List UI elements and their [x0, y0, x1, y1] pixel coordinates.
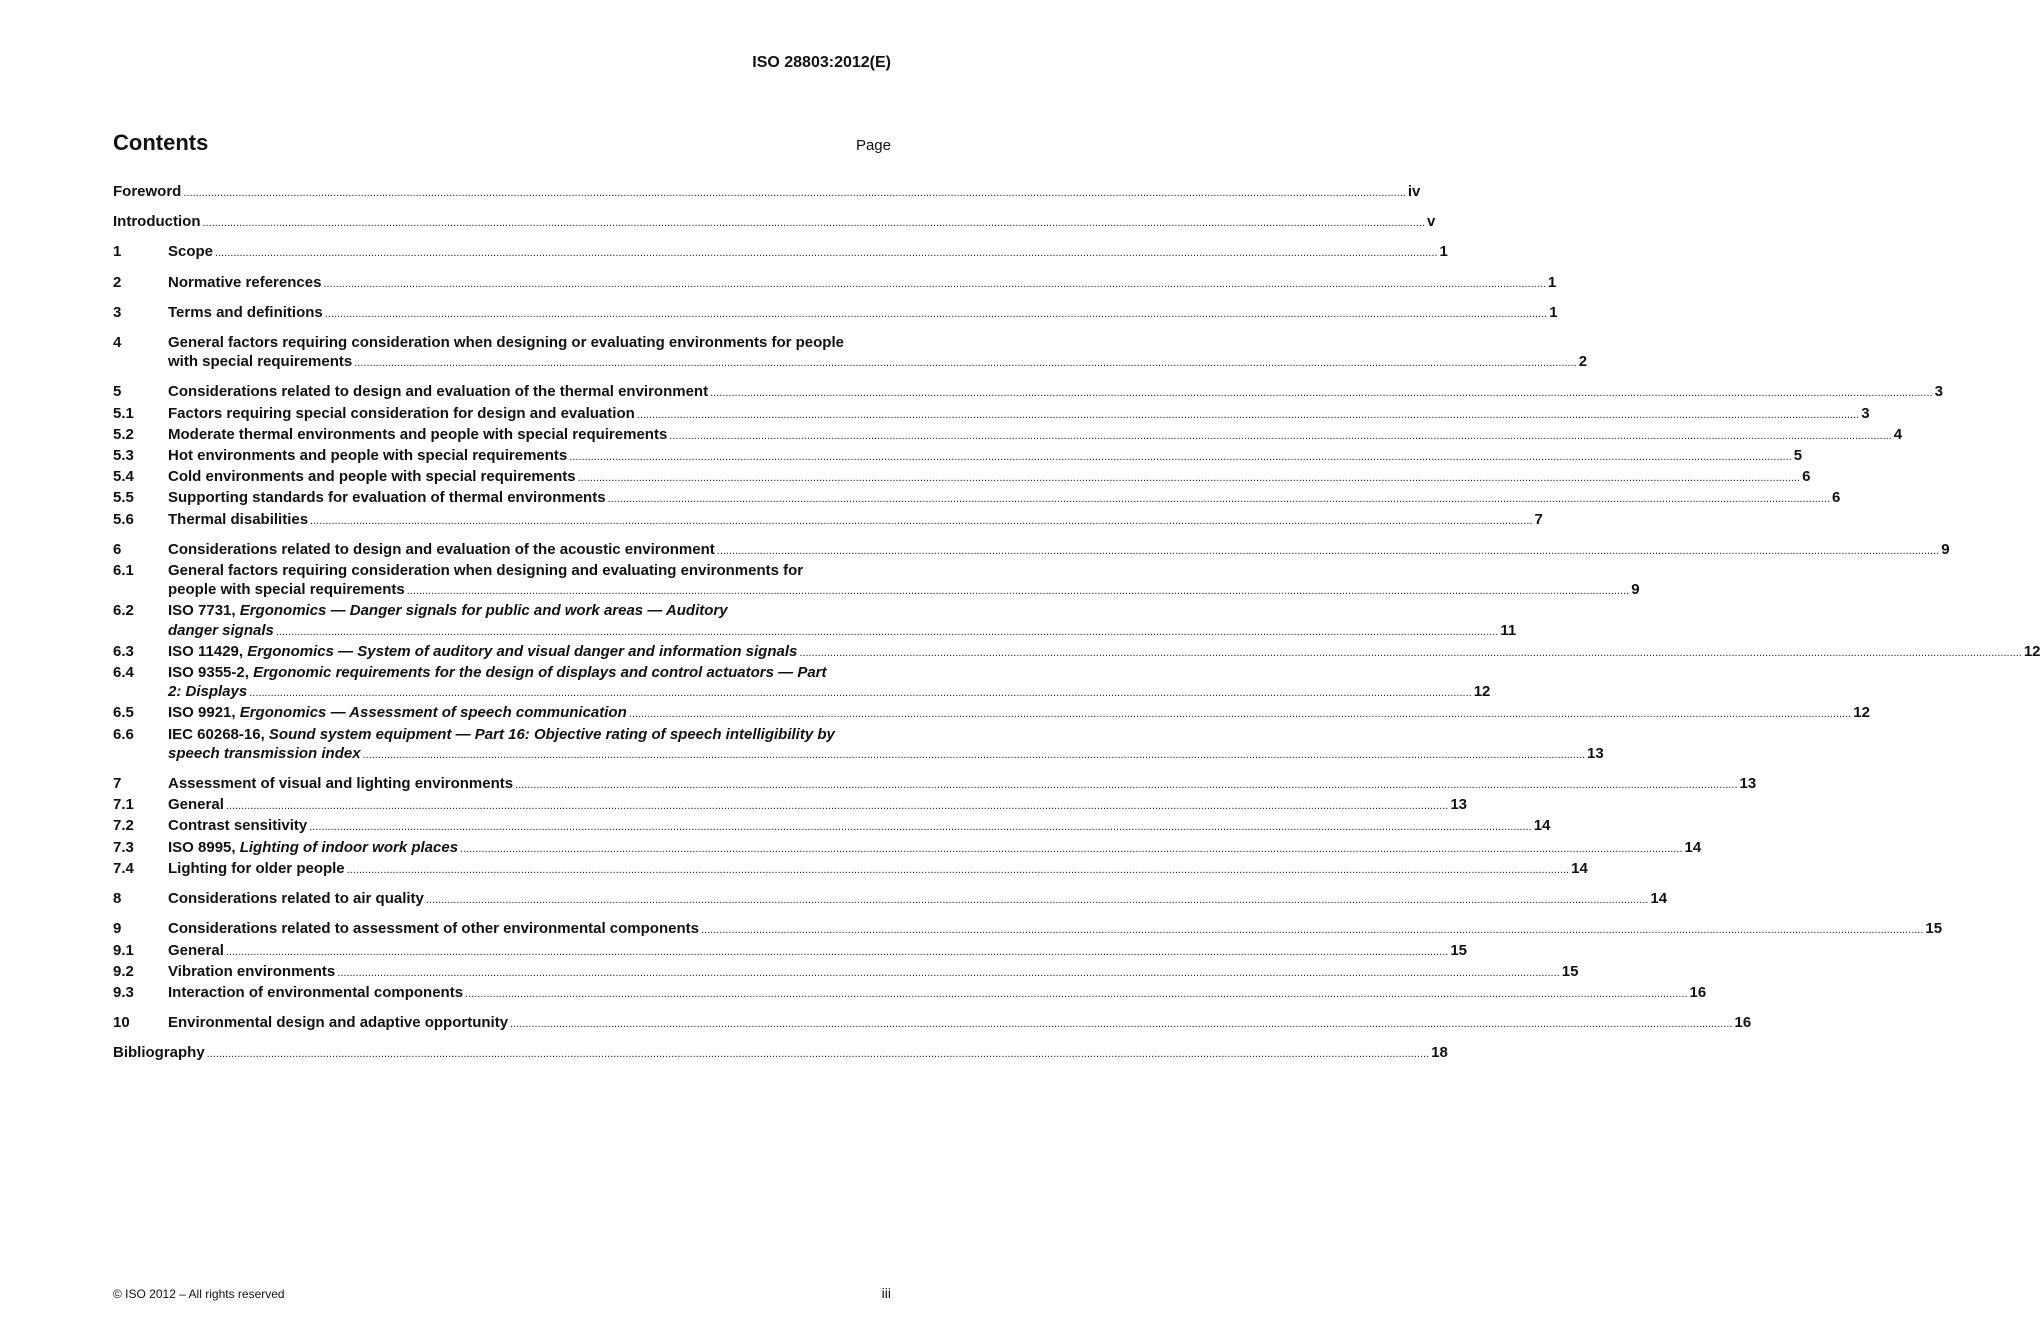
toc-entry-6-5[interactable]: 6.5 ISO 9921, Ergonomics — Assessment of speech communication ................................................................................................................................................................................................................................................................................................................................................................................................................ 12 — [113, 703, 891, 724]
dot-leader: ................................................................................................................................................................................................................................................................................................................................................................................................................ — [324, 307, 1548, 320]
toc-entry-6-2[interactable]: 6.2 ISO 7731, Ergonomics — Danger signals for public and work areas — Auditory danger signals ................................................................................................................................................................................................................................................................................................................................................................................................................ 11 — [113, 601, 891, 641]
dot-leader: ................................................................................................................................................................................................................................................................................................................................................................................................................ — [215, 247, 1438, 260]
dot-leader: ................................................................................................................................................................................................................................................................................................................................................................................................................ — [354, 357, 1577, 370]
dot-leader: ................................................................................................................................................................................................................................................................................................................................................................................................................ — [628, 708, 1852, 721]
dot-leader: ................................................................................................................................................................................................................................................................................................................................................................................................................ — [669, 429, 1892, 442]
dot-leader: ................................................................................................................................................................................................................................................................................................................................................................................................................ — [510, 1018, 1733, 1031]
toc-entry-introduction[interactable]: Introduction ................................................................................................................................................................................................................................................................................................................................................................................................................ v — [113, 212, 891, 233]
copyright-notice: © ISO 2012 – All rights reserved — [113, 1287, 285, 1301]
dot-leader: ................................................................................................................................................................................................................................................................................................................................................................................................................ — [275, 625, 1499, 638]
dot-leader: ................................................................................................................................................................................................................................................................................................................................................................................................................ — [710, 387, 1933, 400]
dot-leader: ................................................................................................................................................................................................................................................................................................................................................................................................................ — [577, 472, 1801, 485]
dot-leader: ................................................................................................................................................................................................................................................................................................................................................................................................................ — [700, 924, 1924, 937]
dot-leader: ................................................................................................................................................................................................................................................................................................................................................................................................................ — [310, 514, 1533, 527]
toc-entry-9-1[interactable]: 9.1 General ................................................................................................................................................................................................................................................................................................................................................................................................................ 15 — [113, 941, 891, 962]
contents-heading — [113, 130, 891, 156]
page-column-label: Page — [855, 137, 891, 154]
toc-entry-5-2[interactable]: 5.2 Moderate thermal environments and people with special requirements ................................................................................................................................................................................................................................................................................................................................................................................................................ 4 — [113, 425, 891, 446]
toc-entry-9-3[interactable]: 9.3 Interaction of environmental components ................................................................................................................................................................................................................................................................................................................................................................................................................ 16 — [113, 983, 891, 1004]
toc-entry-5-6[interactable]: 5.6 Thermal disabilities ................................................................................................................................................................................................................................................................................................................................................................................................................ 7 — [113, 510, 891, 531]
toc-entry-6[interactable]: 6 Considerations related to design and evaluation of the acoustic environment ................................................................................................................................................................................................................................................................................................................................................................................................................ 9 — [113, 540, 891, 561]
dot-leader: ................................................................................................................................................................................................................................................................................................................................................................................................................ — [636, 408, 1860, 421]
dot-leader: ................................................................................................................................................................................................................................................................................................................................................................................................................ — [225, 800, 1449, 813]
toc-entry-6-1[interactable]: 6.1 General factors requiring consideration when designing and evaluating environments for people with special requirements ................................................................................................................................................................................................................................................................................................................................................................................................................ 9 — [113, 561, 891, 601]
dot-leader: ................................................................................................................................................................................................................................................................................................................................................................................................................ — [249, 687, 1472, 700]
toc-entry-5-3[interactable]: 5.3 Hot environments and people with special requirements ................................................................................................................................................................................................................................................................................................................................................................................................................ 5 — [113, 446, 891, 467]
toc-entry-6-4[interactable]: 6.4 ISO 9355-2, Ergonomic requirements for the design of displays and control actuators — Part 2: Displays ................................................................................................................................................................................................................................................................................................................................................................................................................ 12 — [113, 663, 891, 703]
dot-leader: ................................................................................................................................................................................................................................................................................................................................................................................................................ — [799, 646, 2022, 659]
dot-leader: ................................................................................................................................................................................................................................................................................................................................................................................................................ — [406, 585, 1630, 598]
toc-entry-5[interactable]: 5 Considerations related to design and evaluation of the thermal environment ................................................................................................................................................................................................................................................................................................................................................................................................................ 3 — [113, 382, 891, 403]
table-of-contents — [113, 182, 2041, 1074]
toc-entry-2[interactable]: 2 Normative references ................................................................................................................................................................................................................................................................................................................................................................................................................ 1 — [113, 273, 891, 294]
dot-leader: ................................................................................................................................................................................................................................................................................................................................................................................................................ — [309, 821, 1532, 834]
toc-entry-10[interactable]: 10 Environmental design and adaptive opportunity ................................................................................................................................................................................................................................................................................................................................................................................................................ 16 — [113, 1013, 891, 1034]
toc-entry-7[interactable]: 7 Assessment of visual and lighting environments ................................................................................................................................................................................................................................................................................................................................................................................................................ 13 — [113, 774, 891, 795]
dot-leader: ................................................................................................................................................................................................................................................................................................................................................................................................................ — [206, 1048, 1430, 1061]
dot-leader: ................................................................................................................................................................................................................................................................................................................................................................................................................ — [425, 894, 1649, 907]
dot-leader: ................................................................................................................................................................................................................................................................................................................................................................................................................ — [362, 748, 1586, 761]
toc-entry-9[interactable]: 9 Considerations related to assessment of other environmental components ................................................................................................................................................................................................................................................................................................................................................................................................................ 15 — [113, 919, 891, 940]
page-number: iii — [881, 1285, 891, 1301]
dot-leader: ................................................................................................................................................................................................................................................................................................................................................................................................................ — [323, 277, 1546, 290]
toc-entry-5-4[interactable]: 5.4 Cold environments and people with special requirements ................................................................................................................................................................................................................................................................................................................................................................................................................ 6 — [113, 467, 891, 488]
toc-entry-5-1[interactable]: 5.1 Factors requiring special consideration for design and evaluation ................................................................................................................................................................................................................................................................................................................................................................................................................ 3 — [113, 404, 891, 425]
toc-entry-6-3[interactable]: 6.3 ISO 11429, Ergonomics — System of auditory and visual danger and information signals ................................................................................................................................................................................................................................................................................................................................................................................................................ 12 — [113, 642, 891, 663]
toc-entry-foreword[interactable]: Foreword ................................................................................................................................................................................................................................................................................................................................................................................................................ iv — [113, 182, 891, 203]
dot-leader: ................................................................................................................................................................................................................................................................................................................................................................................................................ — [569, 451, 1792, 464]
toc-entry-bibliography[interactable]: Bibliography ................................................................................................................................................................................................................................................................................................................................................................................................................ 18 — [113, 1043, 891, 1064]
document-id: ISO 28803:2012(E) — [752, 54, 891, 71]
contents-title: Contents — [113, 130, 209, 155]
toc-entry-4[interactable]: 4 General factors requiring consideration when designing or evaluating environments for people with special requirements ................................................................................................................................................................................................................................................................................................................................................................................................................ 2 — [113, 333, 891, 373]
dot-leader: ................................................................................................................................................................................................................................................................................................................................................................................................................ — [183, 187, 1406, 199]
dot-leader: ................................................................................................................................................................................................................................................................................................................................................................................................................ — [337, 966, 1560, 979]
toc-entry-6-6[interactable]: 6.6 IEC 60268-16, Sound system equipment — Part 16: Objective rating of speech intelligibility by speech transmission index ................................................................................................................................................................................................................................................................................................................................................................................................................ 13 — [113, 725, 891, 765]
toc-entry-7-2[interactable]: 7.2 Contrast sensitivity ................................................................................................................................................................................................................................................................................................................................................................................................................ 14 — [113, 816, 891, 837]
dot-leader: ................................................................................................................................................................................................................................................................................................................................................................................................................ — [225, 945, 1449, 958]
dot-leader: ................................................................................................................................................................................................................................................................................................................................................................................................................ — [460, 842, 1683, 855]
toc-entry-8[interactable]: 8 Considerations related to air quality ................................................................................................................................................................................................................................................................................................................................................................................................................ 14 — [113, 889, 891, 910]
dot-leader: ................................................................................................................................................................................................................................................................................................................................................................................................................ — [515, 779, 1738, 792]
toc-entry-3[interactable]: 3 Terms and definitions ................................................................................................................................................................................................................................................................................................................................................................................................................ 1 — [113, 303, 891, 324]
dot-leader: ................................................................................................................................................................................................................................................................................................................................................................................................................ — [607, 493, 1831, 506]
dot-leader: ................................................................................................................................................................................................................................................................................................................................................................................................................ — [346, 863, 1570, 876]
toc-entry-7-4[interactable]: 7.4 Lighting for older people ................................................................................................................................................................................................................................................................................................................................................................................................................ 14 — [113, 859, 891, 880]
dot-leader: ................................................................................................................................................................................................................................................................................................................................................................................................................ — [202, 217, 1425, 230]
dot-leader: ................................................................................................................................................................................................................................................................................................................................................................................................................ — [716, 544, 1940, 557]
toc-entry-7-1[interactable]: 7.1 General ................................................................................................................................................................................................................................................................................................................................................................................................................ 13 — [113, 795, 891, 816]
toc-entry-5-5[interactable]: 5.5 Supporting standards for evaluation of thermal environments ................................................................................................................................................................................................................................................................................................................................................................................................................ 6 — [113, 488, 891, 509]
dot-leader: ................................................................................................................................................................................................................................................................................................................................................................................................................ — [465, 987, 1688, 1000]
toc-entry-7-3[interactable]: 7.3 ISO 8995, Lighting of indoor work places ................................................................................................................................................................................................................................................................................................................................................................................................................ 14 — [113, 838, 891, 859]
toc-entry-1[interactable]: 1 Scope ................................................................................................................................................................................................................................................................................................................................................................................................................ 1 — [113, 242, 891, 263]
toc-entry-9-2[interactable]: 9.2 Vibration environments ................................................................................................................................................................................................................................................................................................................................................................................................................ 15 — [113, 962, 891, 983]
